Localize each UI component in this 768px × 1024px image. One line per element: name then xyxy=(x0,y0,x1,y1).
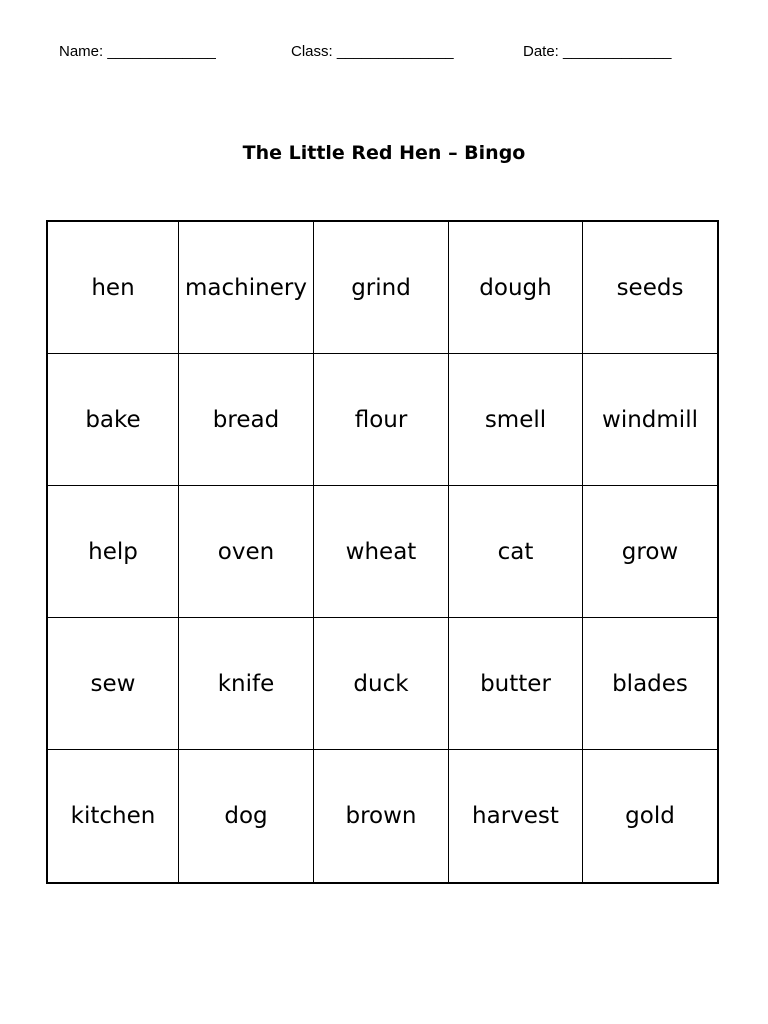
bingo-cell[interactable]: bake xyxy=(48,354,179,486)
bingo-cell[interactable]: windmill xyxy=(583,354,717,486)
bingo-cell[interactable]: help xyxy=(48,486,179,618)
bingo-cell[interactable]: seeds xyxy=(583,222,717,354)
bingo-grid xyxy=(46,220,719,884)
bingo-cell[interactable]: blades xyxy=(583,618,717,750)
bingo-cell[interactable]: duck xyxy=(314,618,449,750)
bingo-cell[interactable]: machinery xyxy=(179,222,314,354)
worksheet-header xyxy=(0,43,768,65)
bingo-cell[interactable]: dog xyxy=(179,750,314,882)
bingo-cell[interactable]: grind xyxy=(314,222,449,354)
bingo-cell[interactable]: oven xyxy=(179,486,314,618)
name-field[interactable]: Name: _____________ xyxy=(59,43,216,60)
page-title: The Little Red Hen – Bingo xyxy=(242,142,526,164)
bingo-cell[interactable]: bread xyxy=(179,354,314,486)
bingo-cell[interactable]: smell xyxy=(449,354,583,486)
bingo-cell[interactable]: sew xyxy=(48,618,179,750)
bingo-cell[interactable]: harvest xyxy=(449,750,583,882)
class-field[interactable]: Class: ______________ xyxy=(291,43,454,60)
bingo-cell[interactable]: cat xyxy=(449,486,583,618)
bingo-cell[interactable]: butter xyxy=(449,618,583,750)
bingo-cell[interactable]: kitchen xyxy=(48,750,179,882)
bingo-cell[interactable]: dough xyxy=(449,222,583,354)
date-field[interactable]: Date: _____________ xyxy=(523,43,672,60)
bingo-cell[interactable]: wheat xyxy=(314,486,449,618)
bingo-cell[interactable]: grow xyxy=(583,486,717,618)
bingo-cell[interactable]: brown xyxy=(314,750,449,882)
bingo-cell[interactable]: hen xyxy=(48,222,179,354)
bingo-cell[interactable]: knife xyxy=(179,618,314,750)
bingo-cell[interactable]: gold xyxy=(625,803,675,829)
bingo-cell[interactable]: flour xyxy=(314,354,449,486)
